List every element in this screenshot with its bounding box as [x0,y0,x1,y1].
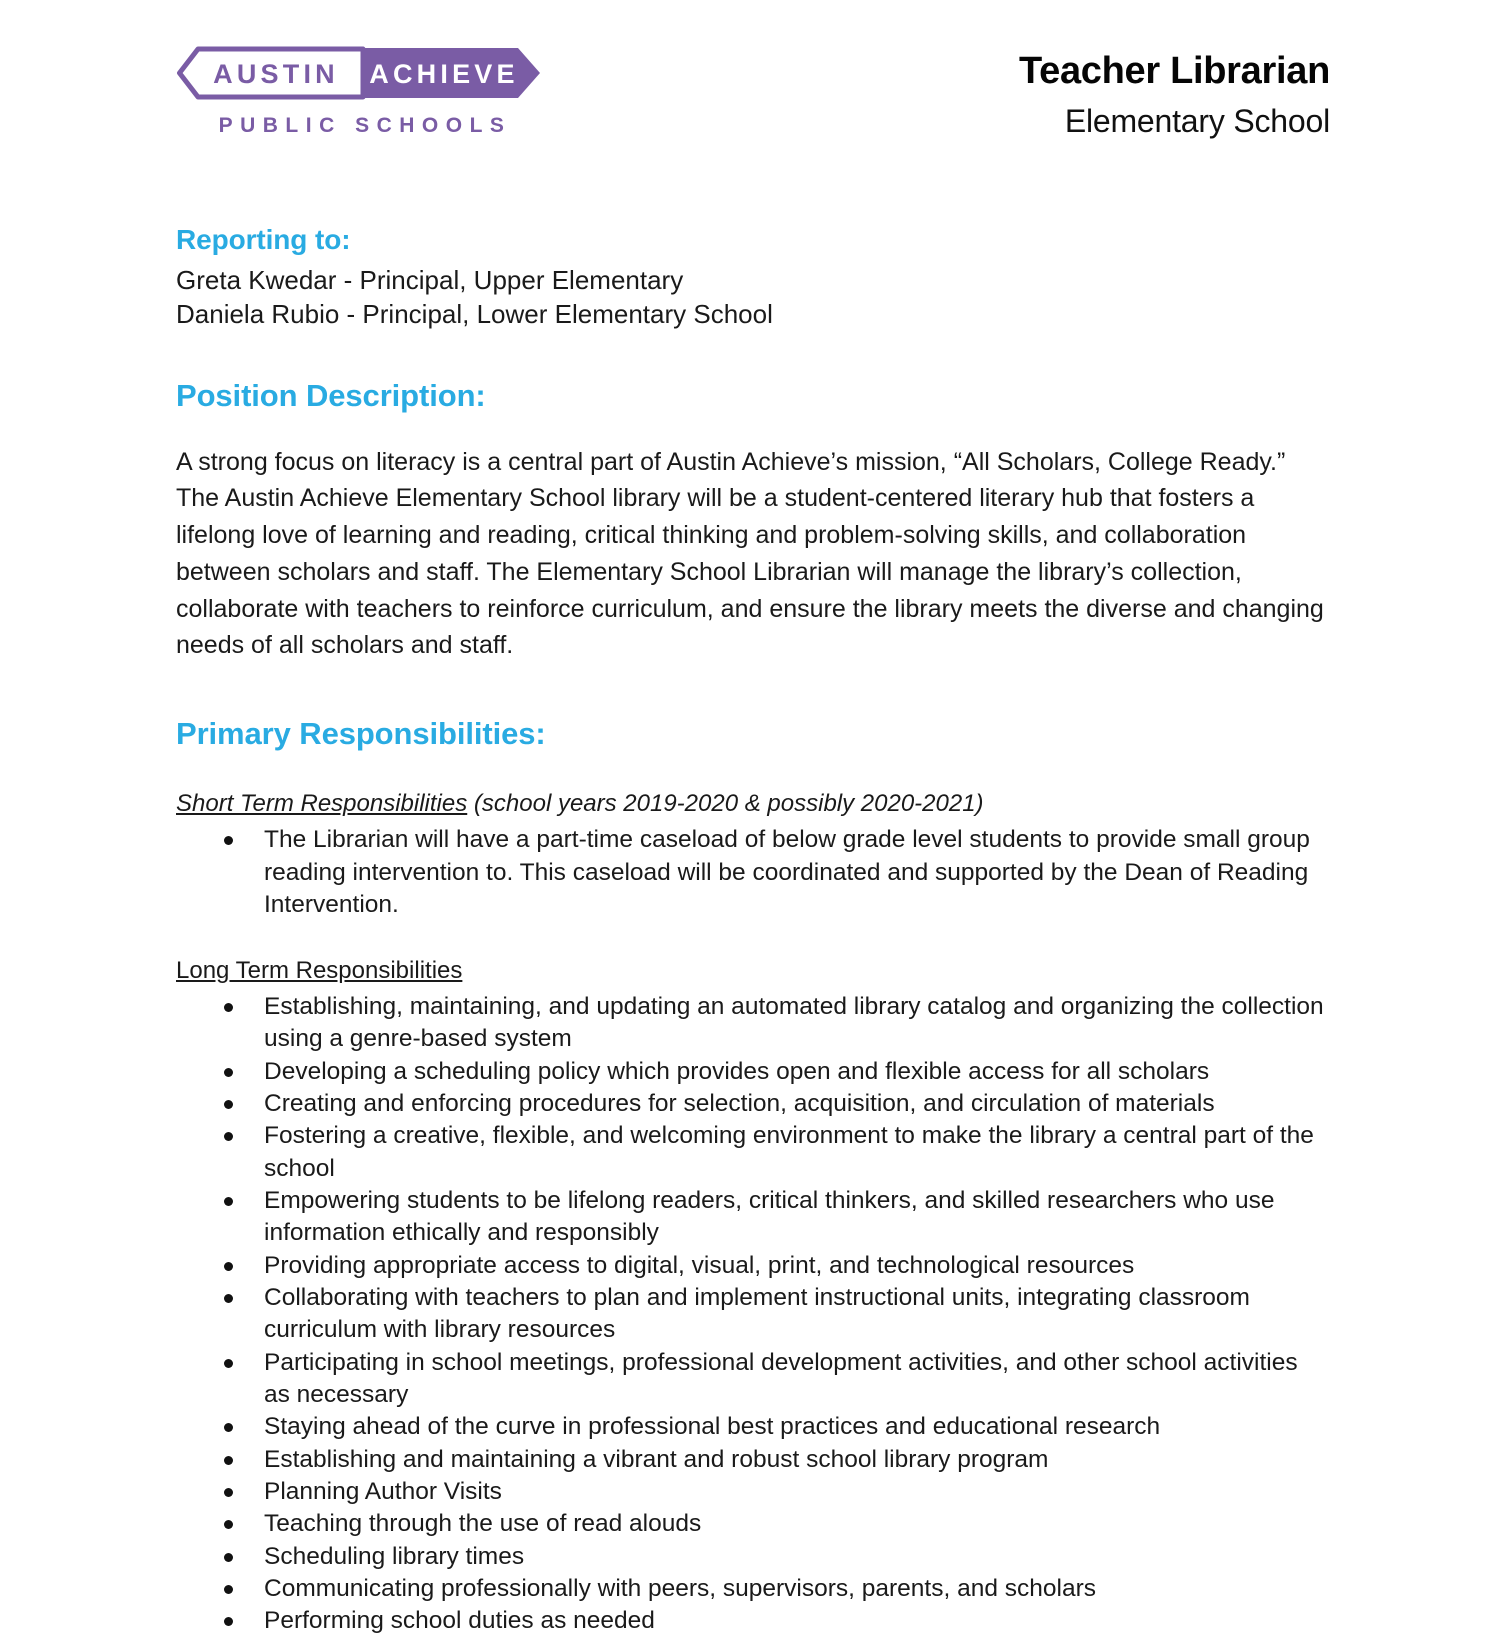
subheading-short-term-responsibilities [176,790,1330,818]
list-item: Communicating professionally with peers, supervisors, parents, and scholars [176,1573,1330,1605]
list-item: Planning Author Visits [176,1476,1330,1508]
long-term-label: Long Term Responsibilities [176,957,463,985]
list-item: Creating and enforcing procedures for selection, acquisition, and circulation of materials [176,1088,1330,1120]
svg-text:AUSTIN: AUSTIN [213,59,339,89]
reporting-line: Greta Kwedar - Principal, Upper Elementary [176,265,684,296]
list-item: Establishing and maintaining a vibrant and robust school library program [176,1444,1330,1476]
list-item: Fostering a creative, flexible, and welcoming environment to make the library a central part of the school [176,1120,1330,1185]
list-item: Collaborating with teachers to plan and implement instructional units, integrating classroom curriculum with library resources [176,1282,1330,1347]
list-item: Establishing, maintaining, and updating an automated library catalog and organizing the collection using a genre-based system [176,991,1330,1056]
list-item: Empowering students to be lifelong readers, critical thinkers, and skilled researchers who use information ethically and responsibly [176,1185,1330,1250]
logo-banner-icon [176,44,544,102]
short-term-note: (school years 2019-2020 & possibly 2020-2021) [467,790,984,818]
logo-tagline: PUBLIC SCHOOLS [218,114,512,137]
austin-achieve-logo [176,44,548,138]
logo-wordmark [176,44,544,100]
list-item: Scheduling library times [176,1541,1330,1573]
section-heading-primary-responsibilities: Primary Responsibilities: [176,716,546,752]
list-item: Performing school duties as needed [176,1605,1330,1637]
list-item: Participating in school meetings, professional development activities, and other school activities as necessary [176,1347,1330,1412]
subheading-long-term-responsibilities [176,957,1330,985]
reporting-to-list [176,264,1330,332]
short-term-label: Short Term Responsibilities [176,790,468,818]
reporting-line: Daniela Rubio - Principal, Lower Elementary School [176,298,773,329]
title-block [1019,44,1330,140]
short-term-bullet-list [176,824,1330,921]
document-header [176,0,1330,140]
page-subtitle: Elementary School [1064,102,1330,139]
list-item: The Librarian will have a part-time caseload of below grade level students to provide small group reading intervention to. This caseload will be coordinated and supported by the Dean of Reading Intervention. [176,824,1330,921]
section-heading-reporting-to: Reporting to: [176,224,351,256]
long-term-bullet-list [176,991,1330,1638]
position-description-paragraph: A strong focus on literacy is a central part of Austin Achieve’s mission, “All Scholars, College Ready.” The Austin Achieve Elementary School library will be a student-centered literary hub that fosters a lifelong love of learning and reading, critical thinking and problem-solving skills, and collaboration between scholars and staff. The Elementary School Librarian will manage the library’s collection, collaborate with teachers to reinforce curriculum, and ensure the library meets the diverse and changing needs of all scholars and staff. [176,447,1324,660]
section-heading-position-description: Position Description: [176,377,486,413]
list-item: Teaching through the use of read alouds [176,1508,1330,1540]
page-title: Teacher Librarian [1019,50,1330,92]
list-item: Providing appropriate access to digital, visual, print, and technological resources [176,1250,1330,1282]
list-item: Staying ahead of the curve in professional best practices and educational research [176,1411,1330,1443]
list-item: Developing a scheduling policy which provides open and flexible access for all scholars [176,1056,1330,1088]
svg-text:ACHIEVE: ACHIEVE [369,59,519,89]
